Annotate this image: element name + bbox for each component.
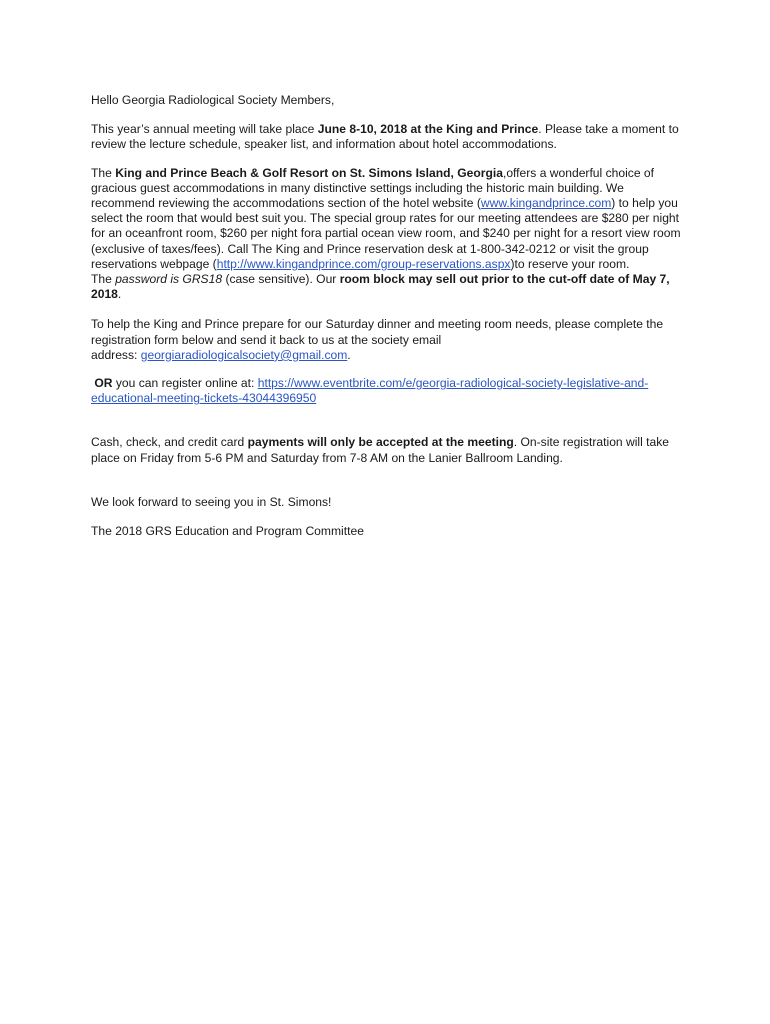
group-reservations-link[interactable]: http://www.kingandprince.com/group-reservations.aspx (216, 256, 511, 271)
text: To help the King and Prince prepare for our Saturday dinner and meeting room needs, please complete the registration form below and send it back to us at the society email (91, 317, 664, 347)
closing-line: We look forward to seeing you in St. Simons! (91, 494, 332, 509)
payment-paragraph (91, 435, 691, 465)
text: ) to help you select the room that would best suit you. The special group rates for our meeting attendees are $280 per night for an oceanfront room, $260 per night fora partial ocean view room, and $240 per night for a resort view room (exclusive of taxes/fees). Call The King and Prince reservation desk at 1-800-342-0212 or visit the group reservations webpage ( (91, 196, 681, 271)
society-email-link[interactable]: georgiaradiologicalsociety@gmail.com (140, 347, 348, 362)
greeting: Hello Georgia Radiological Society Members, (91, 93, 335, 107)
text: . On-site registration will take place on Friday from 5-6 PM and Saturday from 7-8 AM on the Lanier Ballroom Landing. (91, 435, 670, 465)
or-label: OR (94, 376, 113, 391)
text: . Please take a moment to review the lecture schedule, speaker list, and information about hotel accommodations. (91, 122, 679, 152)
online-registration-paragraph (91, 376, 691, 406)
text: The (91, 165, 116, 180)
text: The (91, 272, 116, 287)
annual-meeting-paragraph (91, 122, 691, 152)
text: you can register online at: (112, 376, 258, 391)
text: . (347, 347, 351, 362)
text: )to reserve your room. (510, 256, 630, 271)
hotel-website-link[interactable]: www.kingandprince.com (480, 196, 612, 211)
text: address: (91, 347, 141, 362)
registration-paragraph (91, 317, 691, 363)
room-block-warning: room block may sell out prior to the cut-off date of May 7, 2018 (91, 272, 670, 302)
resort-name: King and Prince Beach & Golf Resort on St. Simons Island, Georgia (115, 165, 503, 180)
signature: The 2018 GRS Education and Program Committee (91, 524, 364, 539)
hotel-paragraph (91, 166, 691, 303)
eventbrite-link[interactable]: https://www.eventbrite.com/e/georgia-radiological-society-legislative-and-educational-meeting-tickets-43044396950 (91, 376, 649, 406)
text: ,offers a wonderful choice of gracious guest accommodations in many distinctive settings including the historic main building. We recommend reviewing the accommodations section of the hotel website ( (91, 165, 654, 211)
text: This year’s annual meeting will take place (91, 122, 318, 137)
meeting-dates: June 8-10, 2018 at the King and Prince (317, 122, 539, 137)
text: (case sensitive). Our (222, 272, 340, 287)
password-text: password is GRS18 (115, 272, 223, 287)
payment-note: payments will only be accepted at the meeting (247, 435, 514, 450)
letter-body (91, 93, 691, 539)
text: Cash, check, and credit card (91, 435, 248, 450)
text: . (117, 287, 122, 302)
